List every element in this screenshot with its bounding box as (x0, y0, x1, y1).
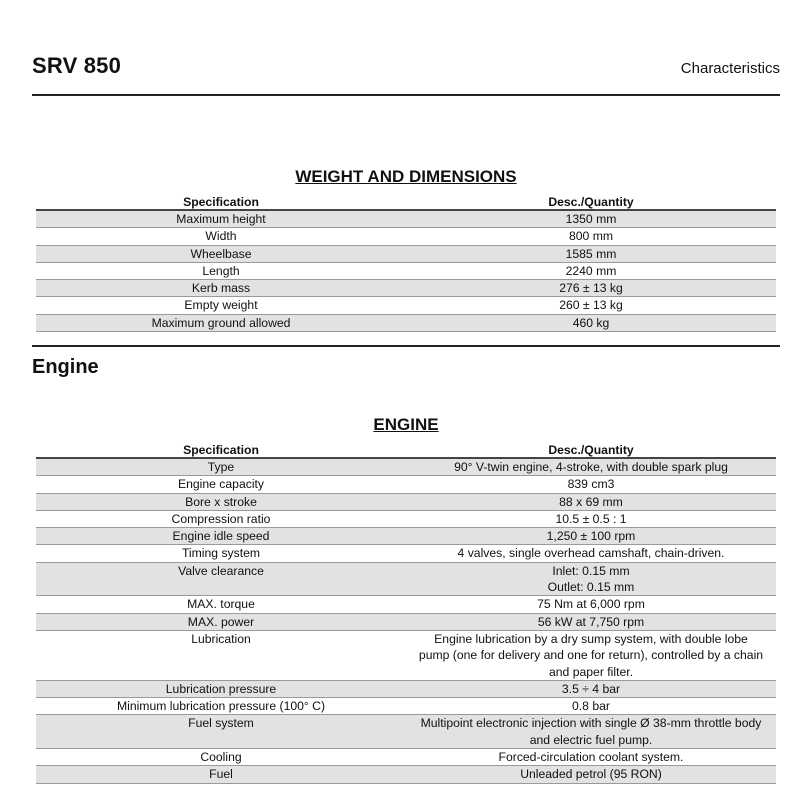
spec-cell: Lubrication pressure (36, 680, 406, 697)
table-row (36, 493, 776, 510)
desc-line: 839 cm3 (567, 477, 615, 492)
table-row (36, 262, 776, 279)
desc-quantity-cell (406, 680, 776, 697)
spec-cell: Timing system (36, 545, 406, 562)
table-row (36, 680, 776, 697)
desc-line: 2240 mm (565, 263, 617, 278)
desc-line: Multipoint electronic injection with single Ø 38-mm throttle body (420, 716, 762, 731)
section-tag: Characteristics (680, 60, 780, 77)
desc-line: 1350 mm (565, 212, 617, 226)
desc-quantity-cell (406, 528, 776, 545)
spec-cell: MAX. power (36, 613, 406, 630)
weight-dimensions-table (36, 193, 776, 332)
spec-cell: Lubrication (36, 630, 406, 680)
header-divider (32, 94, 780, 96)
model-title: SRV 850 (32, 53, 122, 78)
desc-line: and electric fuel pump. (529, 732, 653, 747)
table-row (36, 510, 776, 527)
column-header-specification: Specification (36, 193, 406, 210)
spec-cell: Engine idle speed (36, 528, 406, 545)
weight-dimensions-title: WEIGHT AND DIMENSIONS (295, 167, 517, 186)
table-row (36, 228, 776, 245)
desc-quantity-cell (406, 476, 776, 493)
table-row (36, 715, 776, 749)
table-row (36, 476, 776, 493)
spec-cell: Bore x stroke (36, 493, 406, 510)
table-row (36, 596, 776, 613)
desc-line: 460 kg (572, 315, 610, 330)
spec-cell: Length (36, 262, 406, 279)
desc-line: 276 ± 13 kg (559, 281, 623, 296)
desc-quantity-cell (406, 262, 776, 279)
spec-cell: Fuel (36, 766, 406, 783)
table-row (36, 210, 776, 228)
table-row (36, 562, 776, 596)
table-row (36, 280, 776, 297)
engine-table-title: ENGINE (373, 415, 439, 434)
spec-cell: Kerb mass (36, 280, 406, 297)
table-header-row (36, 441, 776, 458)
desc-line: and paper filter. (548, 664, 633, 679)
desc-quantity-cell (406, 493, 776, 510)
desc-line: Engine lubrication by a dry sump system, with double lobe (434, 631, 748, 646)
desc-quantity-cell (406, 245, 776, 262)
desc-quantity-cell (406, 458, 776, 476)
column-header-specification: Specification (36, 441, 406, 458)
desc-line: 75 Nm at 6,000 rpm (537, 597, 645, 612)
desc-line: 1585 mm (565, 246, 617, 261)
engine-section-heading: Engine (32, 356, 99, 378)
desc-quantity-cell (406, 698, 776, 715)
desc-quantity-cell (406, 766, 776, 783)
desc-line: Outlet: 0.15 mm (547, 580, 635, 595)
desc-quantity-cell (406, 510, 776, 527)
desc-line: Inlet: 0.15 mm (552, 563, 630, 578)
desc-quantity-cell (406, 596, 776, 613)
spec-cell: Maximum height (36, 210, 406, 228)
desc-quantity-cell (406, 297, 776, 314)
section-divider (32, 345, 780, 347)
spec-cell: Compression ratio (36, 510, 406, 527)
spec-cell: Type (36, 458, 406, 476)
column-header-desc-quantity: Desc./Quantity (406, 193, 776, 210)
desc-line: 88 x 69 mm (559, 494, 623, 509)
desc-quantity-cell (406, 749, 776, 766)
desc-quantity-cell (406, 613, 776, 630)
desc-line: 90° V-twin engine, 4-stroke, with double spark plug (454, 460, 728, 474)
desc-quantity-cell (406, 545, 776, 562)
engine-table (36, 441, 776, 784)
table-row (36, 297, 776, 314)
table-row (36, 314, 776, 331)
spec-cell: Valve clearance (36, 562, 406, 596)
desc-line: 4 valves, single overhead camshaft, chain-driven. (457, 546, 725, 561)
desc-line: 1,250 ± 100 rpm (546, 529, 636, 544)
desc-line: 3.5 ÷ 4 bar (561, 681, 621, 696)
spec-cell: Width (36, 228, 406, 245)
desc-quantity-cell (406, 314, 776, 331)
desc-quantity-cell (406, 562, 776, 596)
table-row (36, 458, 776, 476)
table-row (36, 545, 776, 562)
table-row (36, 698, 776, 715)
spec-cell: Empty weight (36, 297, 406, 314)
desc-line: 10.5 ± 0.5 : 1 (555, 511, 627, 526)
spec-cell: Cooling (36, 749, 406, 766)
spec-cell: Engine capacity (36, 476, 406, 493)
desc-line: pump (one for delivery and one for return), controlled by a chain (418, 648, 764, 663)
desc-line: Forced-circulation coolant system. (498, 750, 684, 765)
desc-line: Unleaded petrol (95 RON) (520, 767, 662, 782)
column-header-desc-quantity: Desc./Quantity (406, 441, 776, 458)
desc-quantity-cell (406, 280, 776, 297)
spec-cell: Minimum lubrication pressure (100° C) (36, 698, 406, 715)
spec-cell: Maximum ground allowed (36, 314, 406, 331)
table-row (36, 613, 776, 630)
desc-line: 0.8 bar (572, 699, 610, 714)
table-header-row (36, 193, 776, 210)
desc-quantity-cell (406, 630, 776, 680)
desc-line: 260 ± 13 kg (559, 298, 623, 313)
table-row (36, 630, 776, 680)
table-row (36, 245, 776, 262)
desc-quantity-cell (406, 210, 776, 228)
desc-line: 56 kW at 7,750 rpm (537, 614, 645, 629)
table-row (36, 749, 776, 766)
spec-cell: MAX. torque (36, 596, 406, 613)
spec-cell: Wheelbase (36, 245, 406, 262)
table-row (36, 766, 776, 783)
desc-quantity-cell (406, 715, 776, 749)
spec-cell: Fuel system (36, 715, 406, 749)
desc-line: 800 mm (568, 229, 614, 244)
table-row (36, 528, 776, 545)
desc-quantity-cell (406, 228, 776, 245)
